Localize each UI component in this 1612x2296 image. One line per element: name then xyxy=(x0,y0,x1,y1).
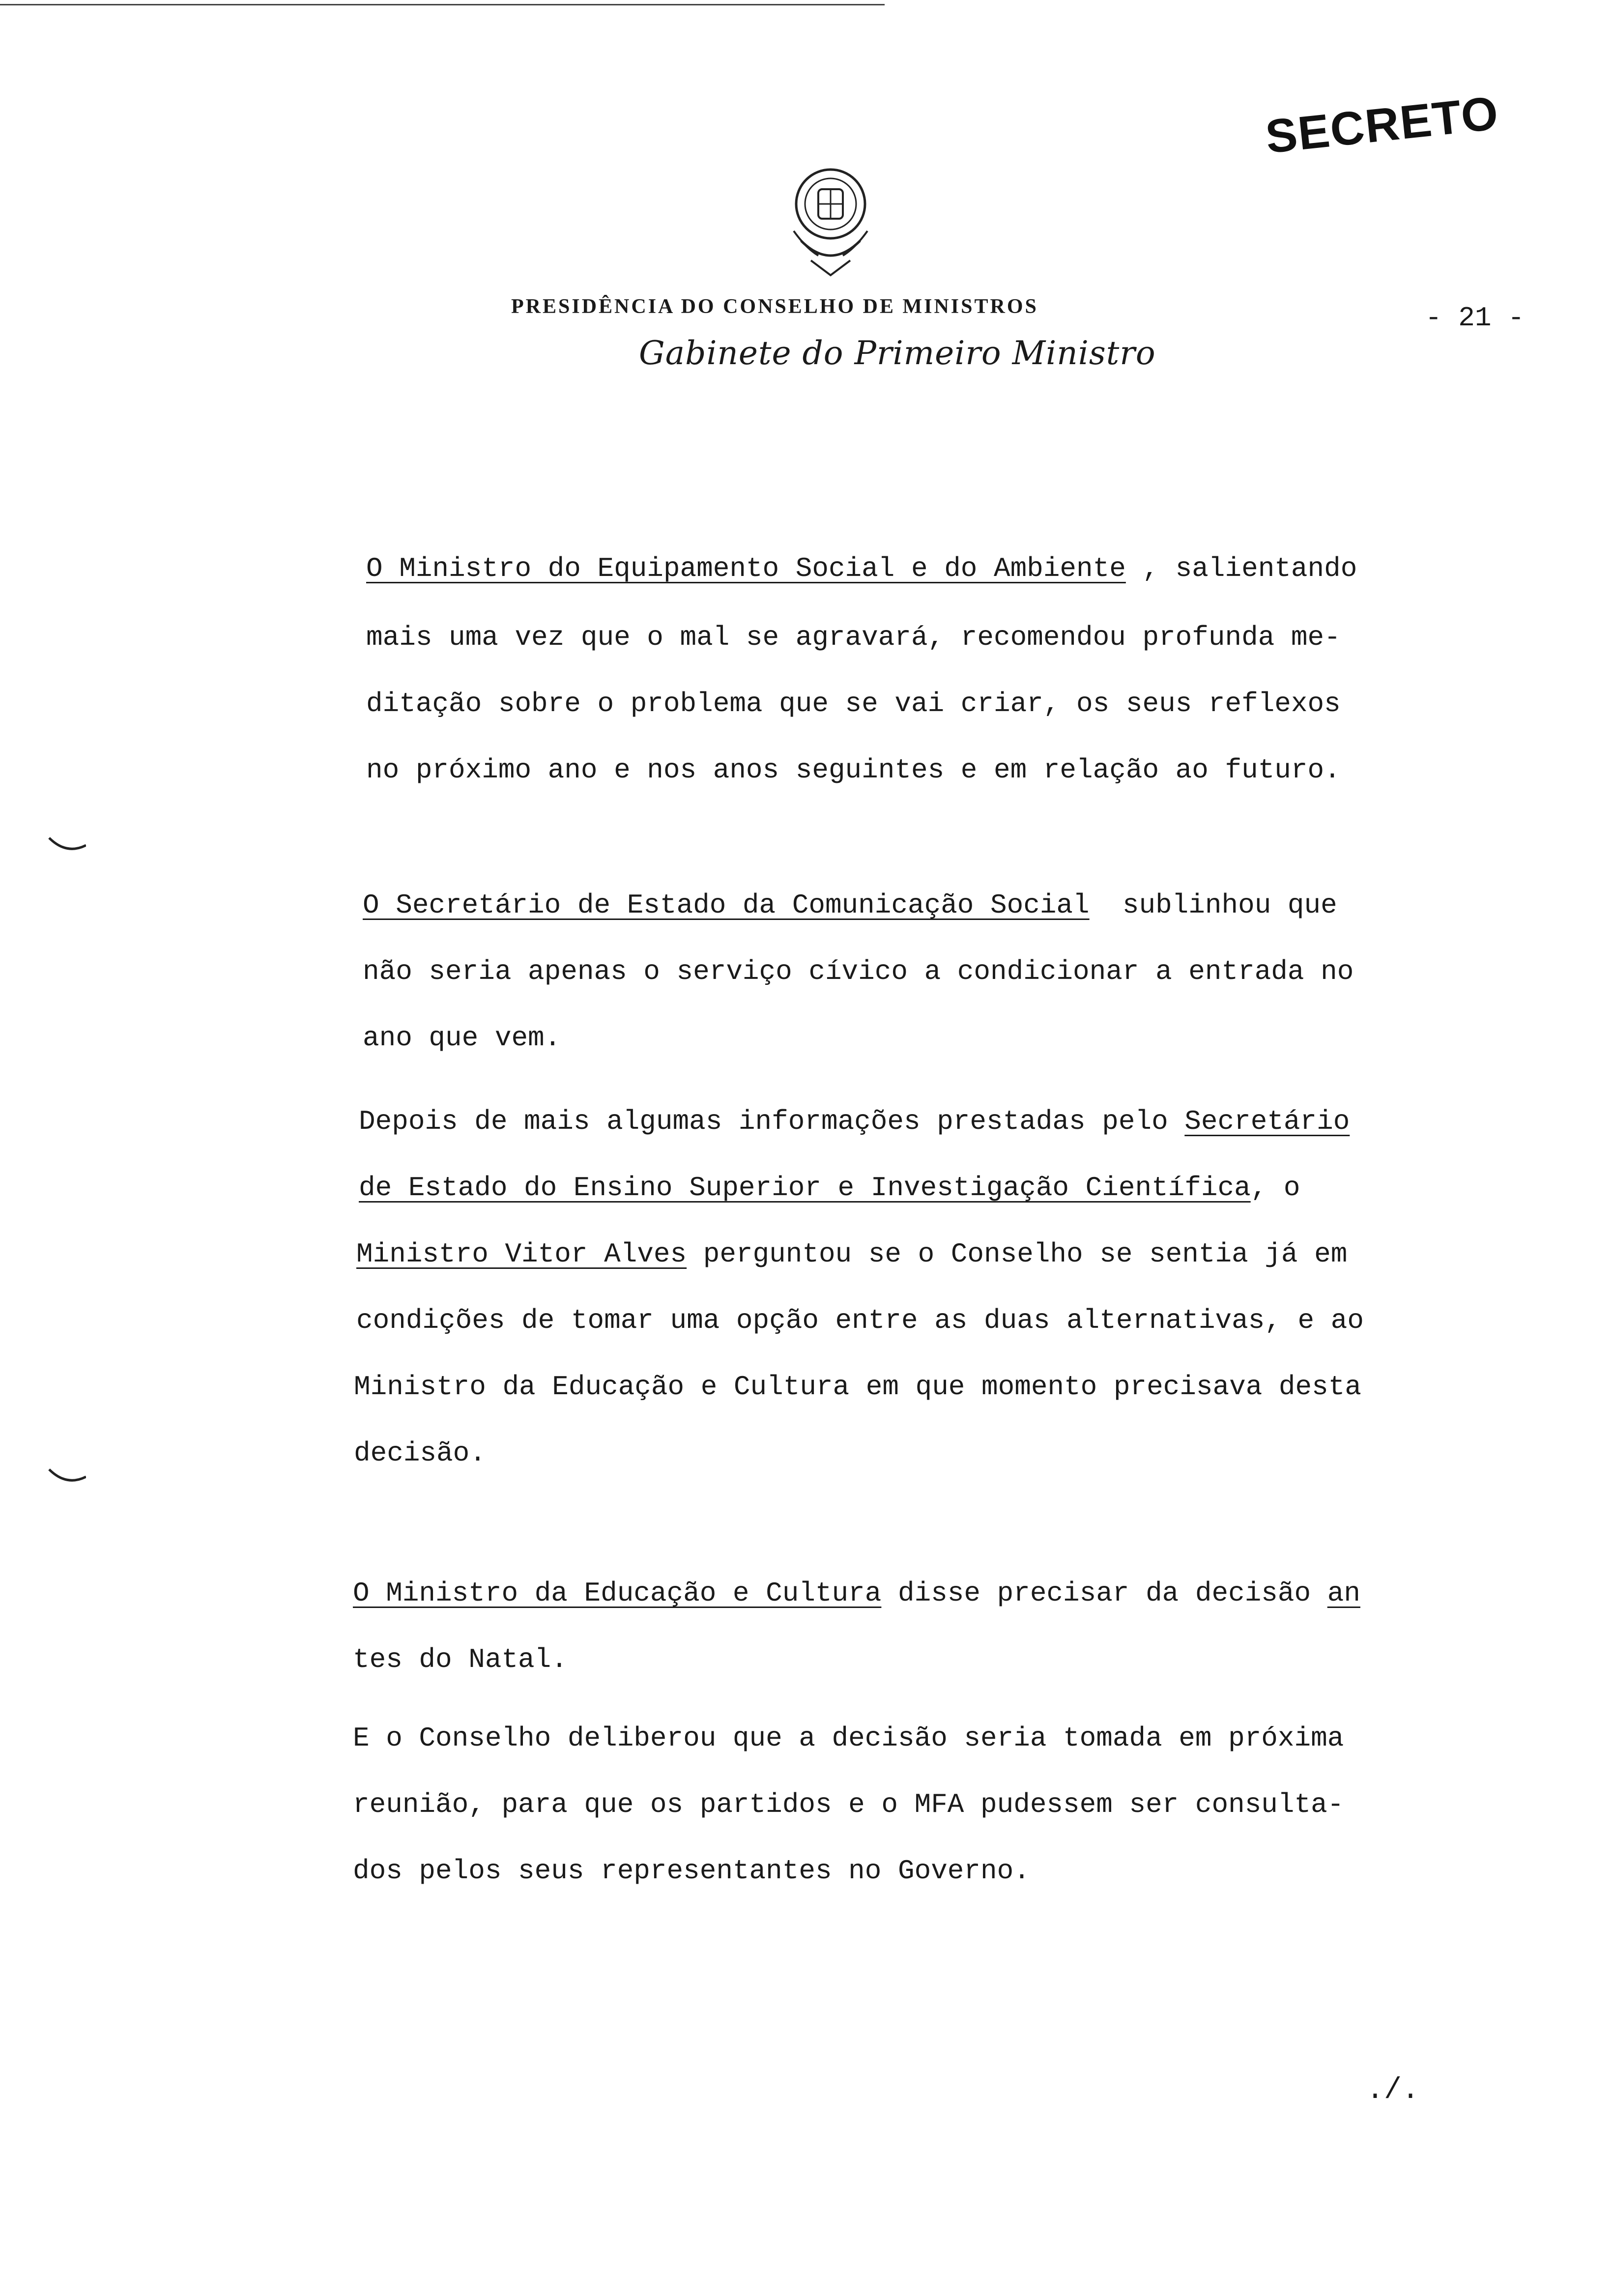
text-line xyxy=(353,1644,568,1675)
text-line xyxy=(353,1578,1360,1609)
punch-mark xyxy=(47,1467,86,1487)
header-title: PRESIDÊNCIA DO CONSELHO DE MINISTROS xyxy=(511,295,1038,318)
text-segment: dos pelos seus representantes no Governo. xyxy=(353,1855,1030,1887)
text-segment: ano que vem. xyxy=(363,1022,561,1054)
text-line xyxy=(356,1238,1347,1270)
text-segment: reunião, para que os partidos e o MFA pudessem ser consulta- xyxy=(353,1789,1344,1820)
text-line xyxy=(363,1022,561,1054)
text-line xyxy=(366,688,1341,719)
text-line xyxy=(354,1437,486,1469)
text-segment: disse precisar da decisão xyxy=(881,1578,1327,1609)
underlined-name: O Secretário de Estado da Comunicação Social xyxy=(363,890,1090,921)
coat-of-arms-icon xyxy=(772,157,890,285)
text-segment: decisão. xyxy=(354,1437,486,1469)
underlined-name: an xyxy=(1327,1578,1360,1609)
text-line xyxy=(353,1722,1344,1754)
text-segment: condições de tomar uma opção entre as duas alternativas, e ao xyxy=(356,1305,1364,1336)
text-line xyxy=(366,754,1341,786)
underlined-name: de Estado do Ensino Superior e Investigação Científica xyxy=(359,1172,1251,1204)
text-line xyxy=(354,1371,1361,1403)
text-line xyxy=(356,1305,1364,1336)
text-segment: tes do Natal. xyxy=(353,1644,568,1675)
text-segment: não seria apenas o serviço cívico a condicionar a entrada no xyxy=(363,956,1354,987)
text-line xyxy=(359,1106,1350,1137)
secret-stamp: SECRETO xyxy=(1263,86,1502,164)
text-line xyxy=(353,1855,1030,1887)
underlined-name: O Ministro da Educação e Cultura xyxy=(353,1578,882,1609)
page-number: - 21 - xyxy=(1425,302,1525,334)
text-line xyxy=(359,1172,1300,1204)
text-segment: E o Conselho deliberou que a decisão seria tomada em próxima xyxy=(353,1722,1344,1754)
underlined-name: O Ministro do Equipamento Social e do Ambiente xyxy=(366,553,1126,584)
text-segment: perguntou se o Conselho se sentia já em xyxy=(687,1238,1348,1270)
header-subtitle: Gabinete do Primeiro Ministro xyxy=(639,334,1156,372)
text-segment: , o xyxy=(1250,1172,1300,1204)
text-line xyxy=(366,553,1357,584)
text-segment: no próximo ano e nos anos seguintes e em relação ao futuro. xyxy=(366,754,1341,786)
underlined-name: Ministro Vitor Alves xyxy=(356,1238,687,1270)
text-line xyxy=(363,890,1337,921)
text-line xyxy=(363,956,1353,987)
continuation-mark: ./. xyxy=(1366,2074,1420,2107)
top-rule xyxy=(0,4,885,5)
text-line xyxy=(353,1789,1344,1820)
text-segment: Ministro da Educação e Cultura em que momento precisava desta xyxy=(354,1371,1361,1403)
underlined-name: Secretário xyxy=(1184,1106,1350,1137)
text-segment: Depois de mais algumas informações prestadas pelo xyxy=(359,1106,1185,1137)
punch-mark xyxy=(47,835,86,855)
text-line xyxy=(366,622,1341,653)
text-segment: , salientando xyxy=(1125,553,1357,584)
text-segment: ditação sobre o problema que se vai criar, os seus reflexos xyxy=(366,688,1341,719)
text-segment: sublinhou que xyxy=(1089,890,1337,921)
text-segment: mais uma vez que o mal se agravará, recomendou profunda me- xyxy=(366,622,1341,653)
